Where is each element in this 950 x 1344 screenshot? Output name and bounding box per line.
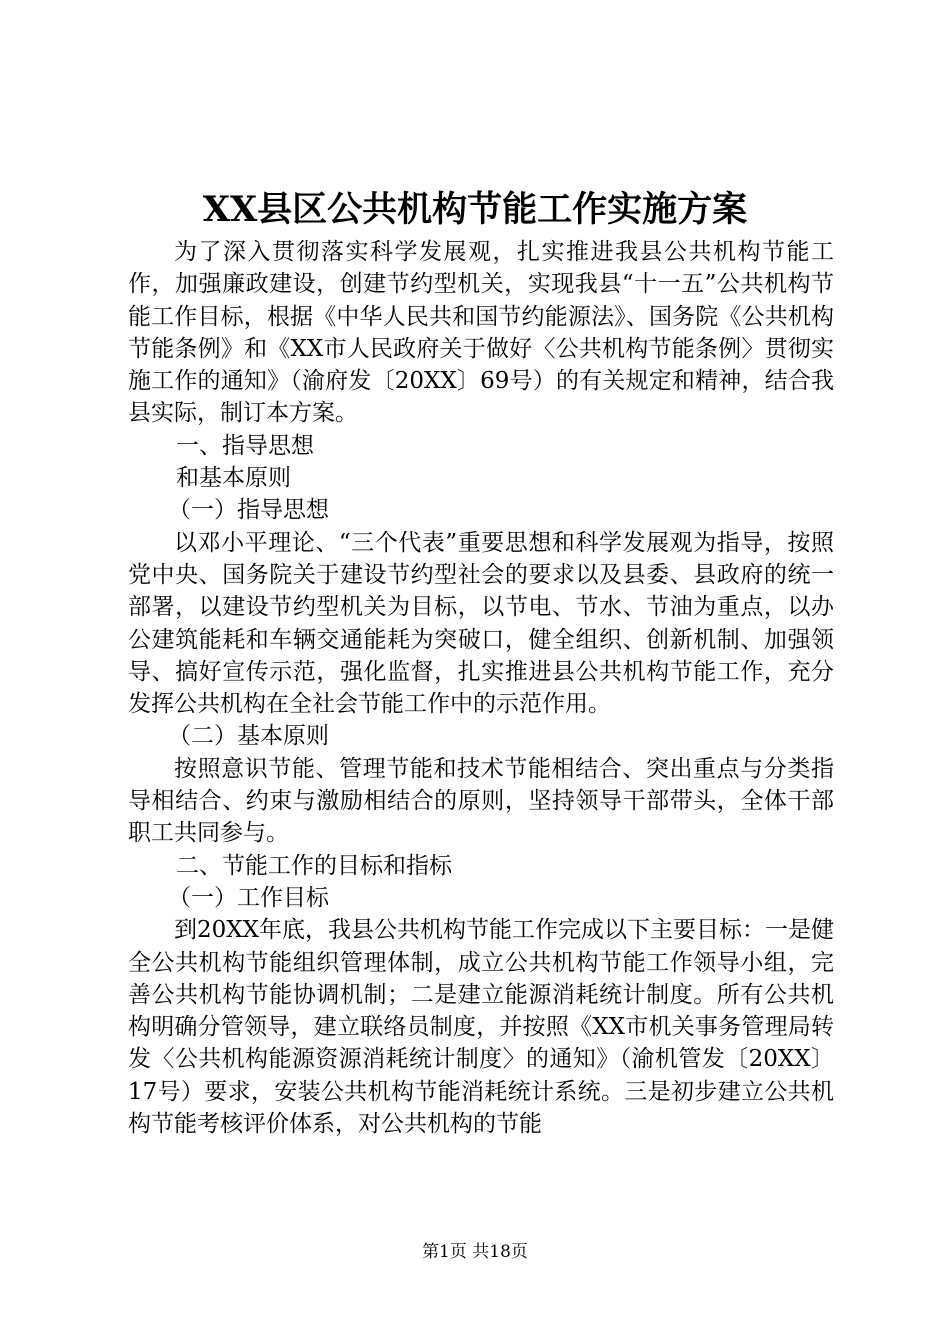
section1-heading: 一、指导思想 [176, 432, 314, 459]
section1-subheading-1: （一）指导思想 [168, 497, 329, 524]
section1-sub2-paragraph: 按照意识节能、管理节能和技术节能相结合、突出重点与分类指导相结合、约束与激励相结合的原则，坚持领导干部带头，全体干部职工共同参与。 [128, 755, 834, 847]
section1-subheading-2: （二）基本原则 [168, 723, 329, 750]
section1-heading-continued: 和基本原则 [176, 465, 291, 492]
page-footer: 第1页 共18页 [422, 1242, 528, 1262]
intro-paragraph: 为了深入贯彻落实科学发展观，扎实推进我县公共机构节能工作，加强廉政建设，创建节约型机关，实现我县“十一五”公共机构节能工作目标，根据《中华人民共和国节约能源法》、国务院《公共机构节能条例》和《XX市人民政府关于做好〈公共机构节能条例〉贯彻实施工作的通知》（渝府发〔20XX〕69号）的有关规定和精神，结合我县实际，制订本方案。 [128, 239, 834, 427]
document-body [128, 236, 834, 1140]
section2-heading: 二、节能工作的目标和指标 [176, 852, 452, 879]
document-title: XX县区公共机构节能工作实施方案 [202, 189, 748, 230]
section2-sub1-paragraph: 到20XX年底，我县公共机构节能工作完成以下主要目标：一是健全公共机构节能组织管理体制，成立公共机构节能工作领导小组，完善公共机构节能协调机制；二是建立能源消耗统计制度。所有公共机构明确分管领导，建立联络员制度，并按照《XX市机关事务管理局转发〈公共机构能源资源消耗统计制度〉的通知》（渝机管发〔20XX〕17号）要求，安装公共机构节能消耗统计系统。三是初步建立公共机构节能考核评价体系，对公共机构的节能 [128, 917, 835, 1138]
section1-sub1-paragraph: 以邓小平理论、“三个代表”重要思想和科学发展观为指导，按照党中央、国务院关于建设节约型社会的要求以及县委、县政府的统一部署，以建设节约型机关为目标，以节电、节水、节油为重点，以办公建筑能耗和车辆交通能耗为突破口，健全组织、创新机制、加强领导、搞好宣传示范，强化监督，扎实推进县公共机构节能工作，充分发挥公共机构在全社会节能工作中的示范作用。 [128, 529, 834, 718]
section2-subheading-1: （一）工作目标 [168, 884, 329, 911]
